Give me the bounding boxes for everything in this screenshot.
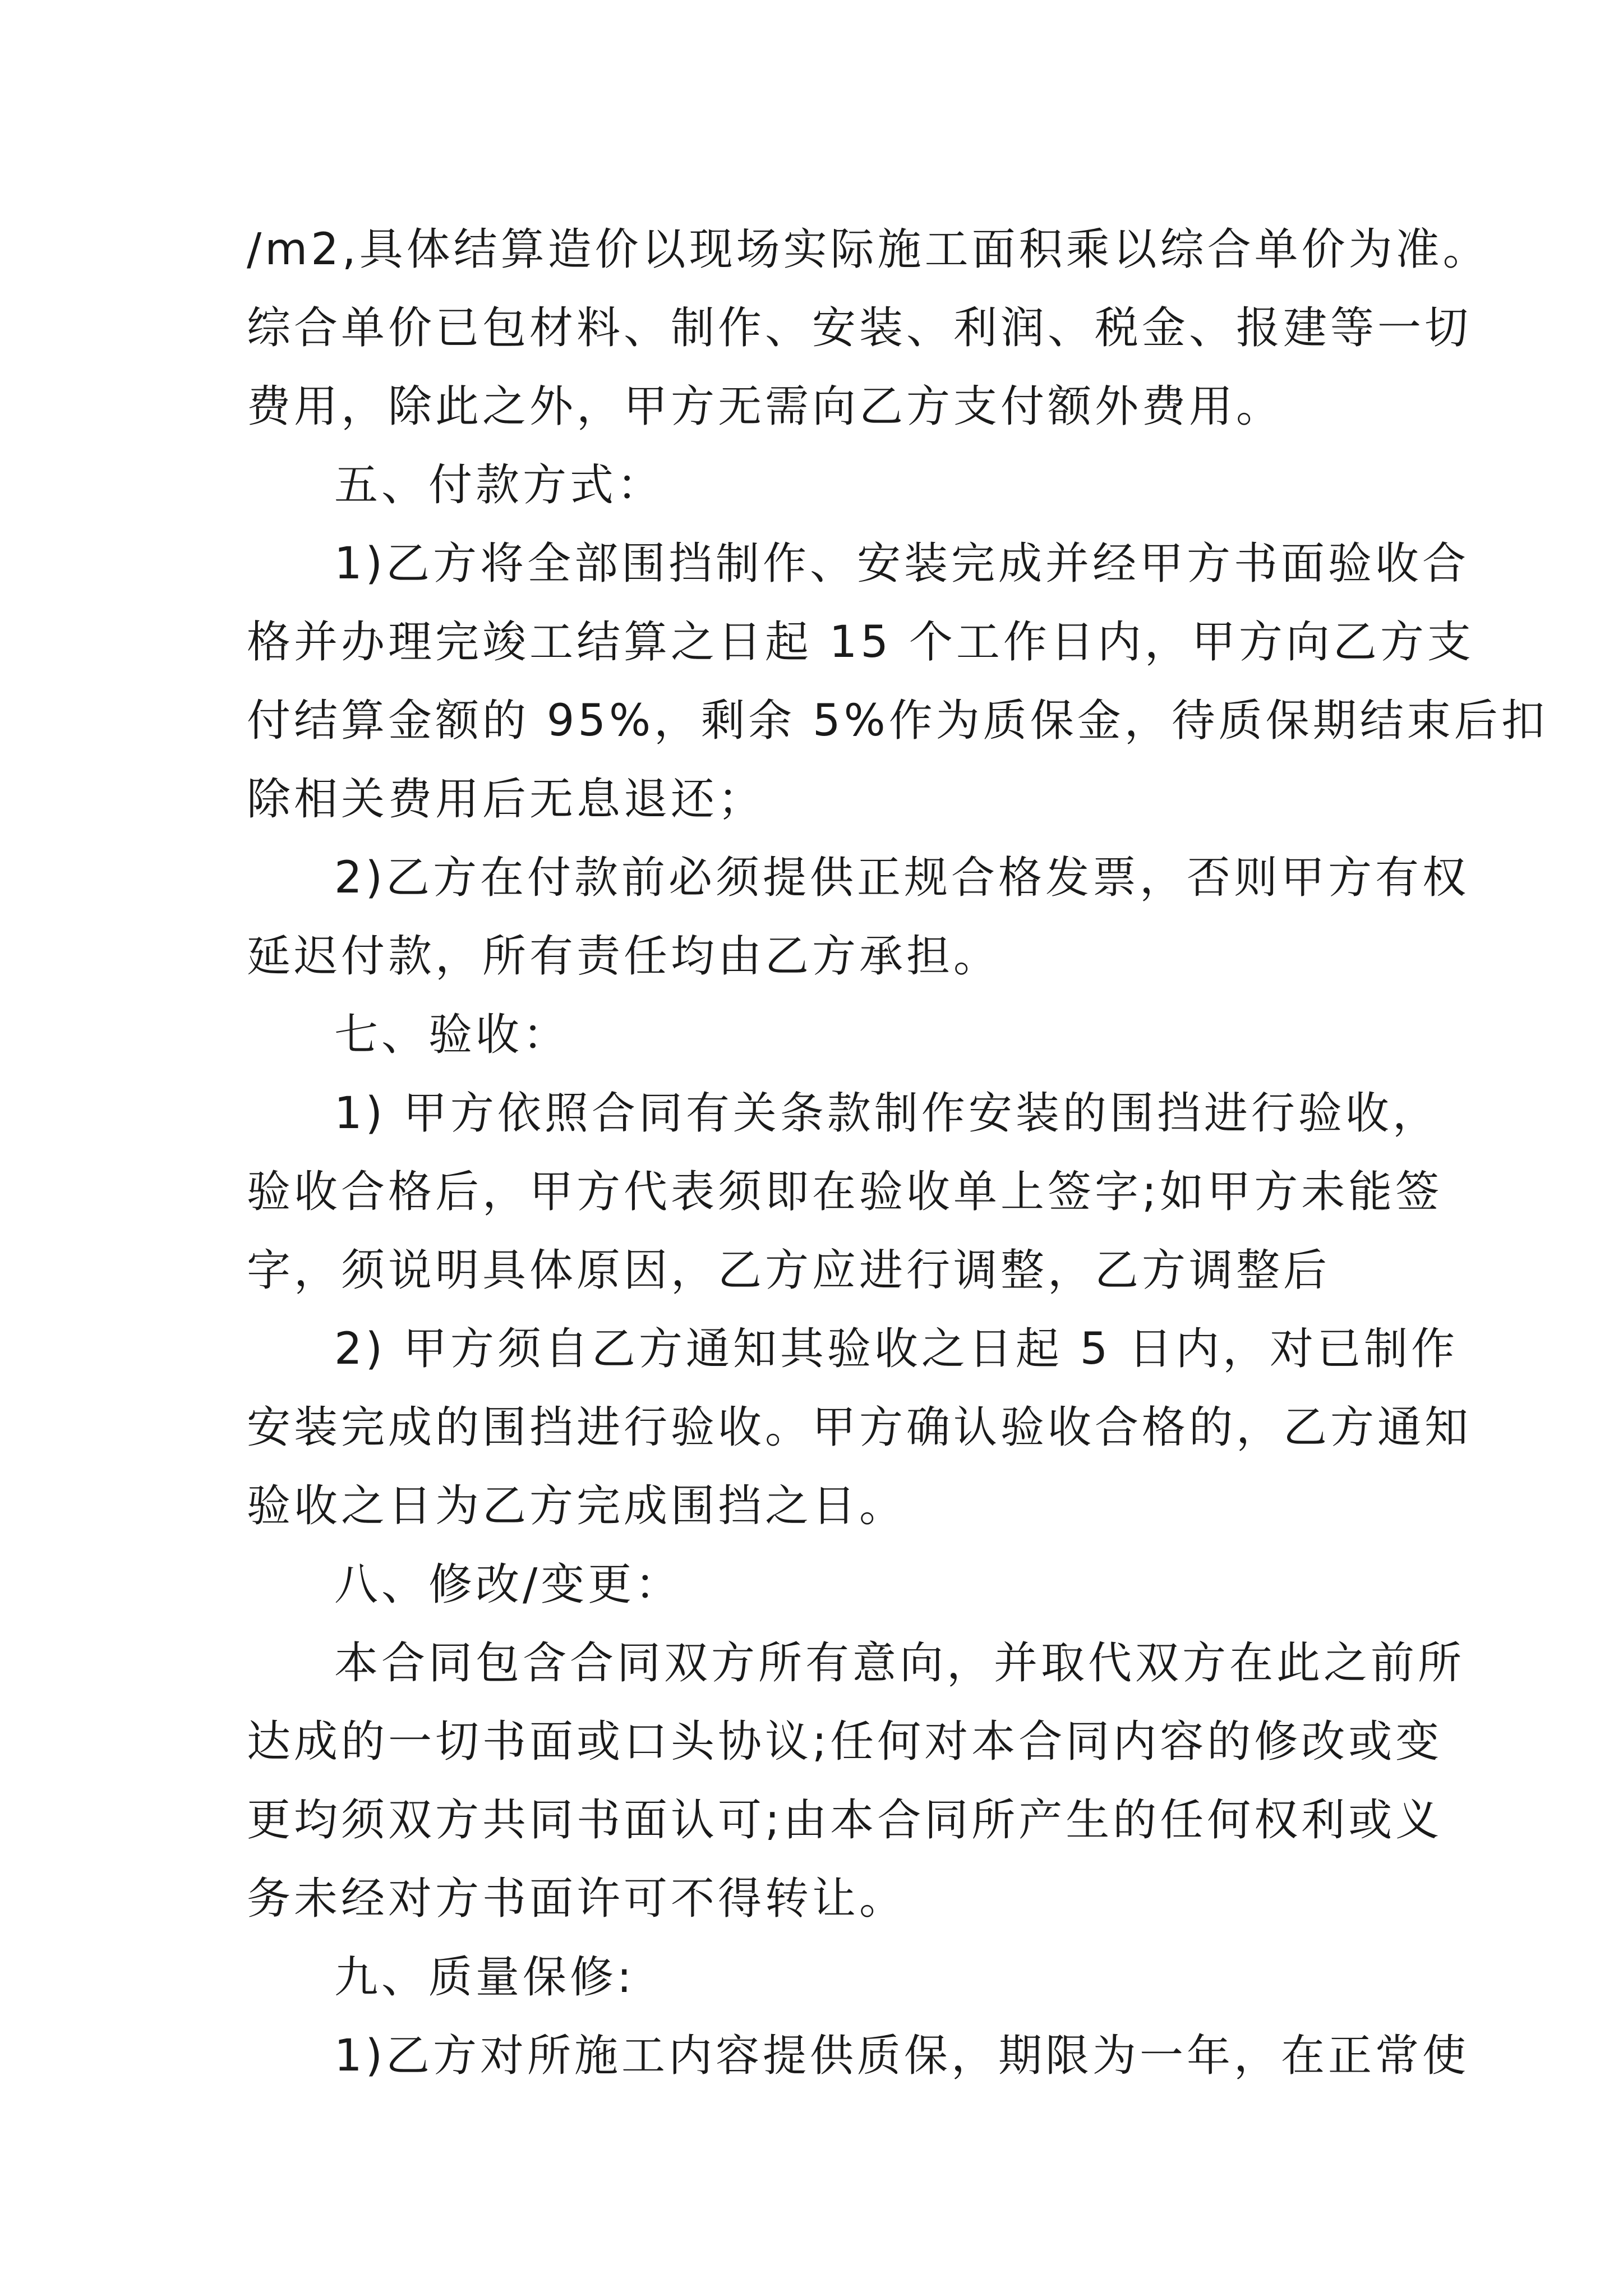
document-body <box>247 210 1548 2095</box>
paragraph-modification-1 <box>247 1624 1465 1938</box>
paragraph-warranty-1 <box>247 2017 1470 2095</box>
text-line: 2) 甲方须自乙方通知其验收之日起 5 日内，对已制作 <box>334 1324 1459 1374</box>
heading-line: 九、质量保修: <box>334 1952 635 2003</box>
text-line: 达成的一切书面或口头协议;任何对本合同内容的修改或变 <box>247 1717 1443 1767</box>
text-line: 1)乙方将全部围挡制作、安装完成并经甲方书面验收合 <box>334 539 1470 589</box>
text-line: 除相关费用后无息退还； <box>247 774 766 825</box>
text-line: 本合同包含合同双方所有意向，并取代双方在此之前所 <box>334 1638 1465 1688</box>
text-line: 付结算金额的 95%，剩余 5%作为质保金，待质保期结束后扣 <box>247 696 1548 746</box>
text-line: 务未经对方书面许可不得转让。 <box>247 1874 907 1924</box>
section-heading-warranty <box>247 1938 1391 2017</box>
heading-line: 八、修改/变更： <box>334 1559 683 1610</box>
paragraph-payment-2 <box>247 839 1470 996</box>
text-line: 1)乙方对所施工内容提供质保，期限为一年，在正常使 <box>334 2031 1470 2081</box>
text-line: 综合单价已包材料、制作、安装、利润、税金、报建等一切 <box>247 303 1472 353</box>
text-line: 格并办理完竣工结算之日起 15 个工作日内，甲方向乙方支 <box>247 617 1474 668</box>
section-heading-acceptance <box>247 996 1391 1074</box>
section-heading-modification <box>247 1545 1391 1624</box>
text-line: 验收合格后，甲方代表须即在验收单上签字;如甲方未能签 <box>247 1167 1443 1217</box>
text-line: /m2,具体结算造价以现场实际施工面积乘以综合单价为准。 <box>247 224 1490 275</box>
text-line: 延迟付款，所有责任均由乙方承担。 <box>247 931 1001 982</box>
text-line: 1) 甲方依照合同有关条款制作安装的围挡进行验收， <box>334 1088 1440 1139</box>
paragraph-acceptance-2 <box>247 1310 1472 1545</box>
paragraph-price-note <box>247 210 1490 446</box>
text-line: 费用，除此之外，甲方无需向乙方支付额外费用。 <box>247 381 1284 432</box>
heading-line: 七、验收： <box>334 1010 570 1060</box>
paragraph-acceptance-1 <box>247 1074 1443 1310</box>
heading-line: 五、付款方式： <box>334 460 665 510</box>
text-line: 字，须说明具体原因，乙方应进行调整，乙方调整后 <box>247 1245 1331 1296</box>
text-line: 更均须双方共同书面认可;由本合同所产生的任何权利或义 <box>247 1795 1443 1846</box>
paragraph-payment-1 <box>247 524 1548 839</box>
text-line: 2)乙方在付款前必须提供正规合格发票，否则甲方有权 <box>334 853 1470 903</box>
text-line: 验收之日为乙方完成围挡之日。 <box>247 1481 907 1531</box>
text-line: 安装完成的围挡进行验收。甲方确认验收合格的，乙方通知 <box>247 1402 1472 1453</box>
section-heading-payment <box>247 446 1391 524</box>
